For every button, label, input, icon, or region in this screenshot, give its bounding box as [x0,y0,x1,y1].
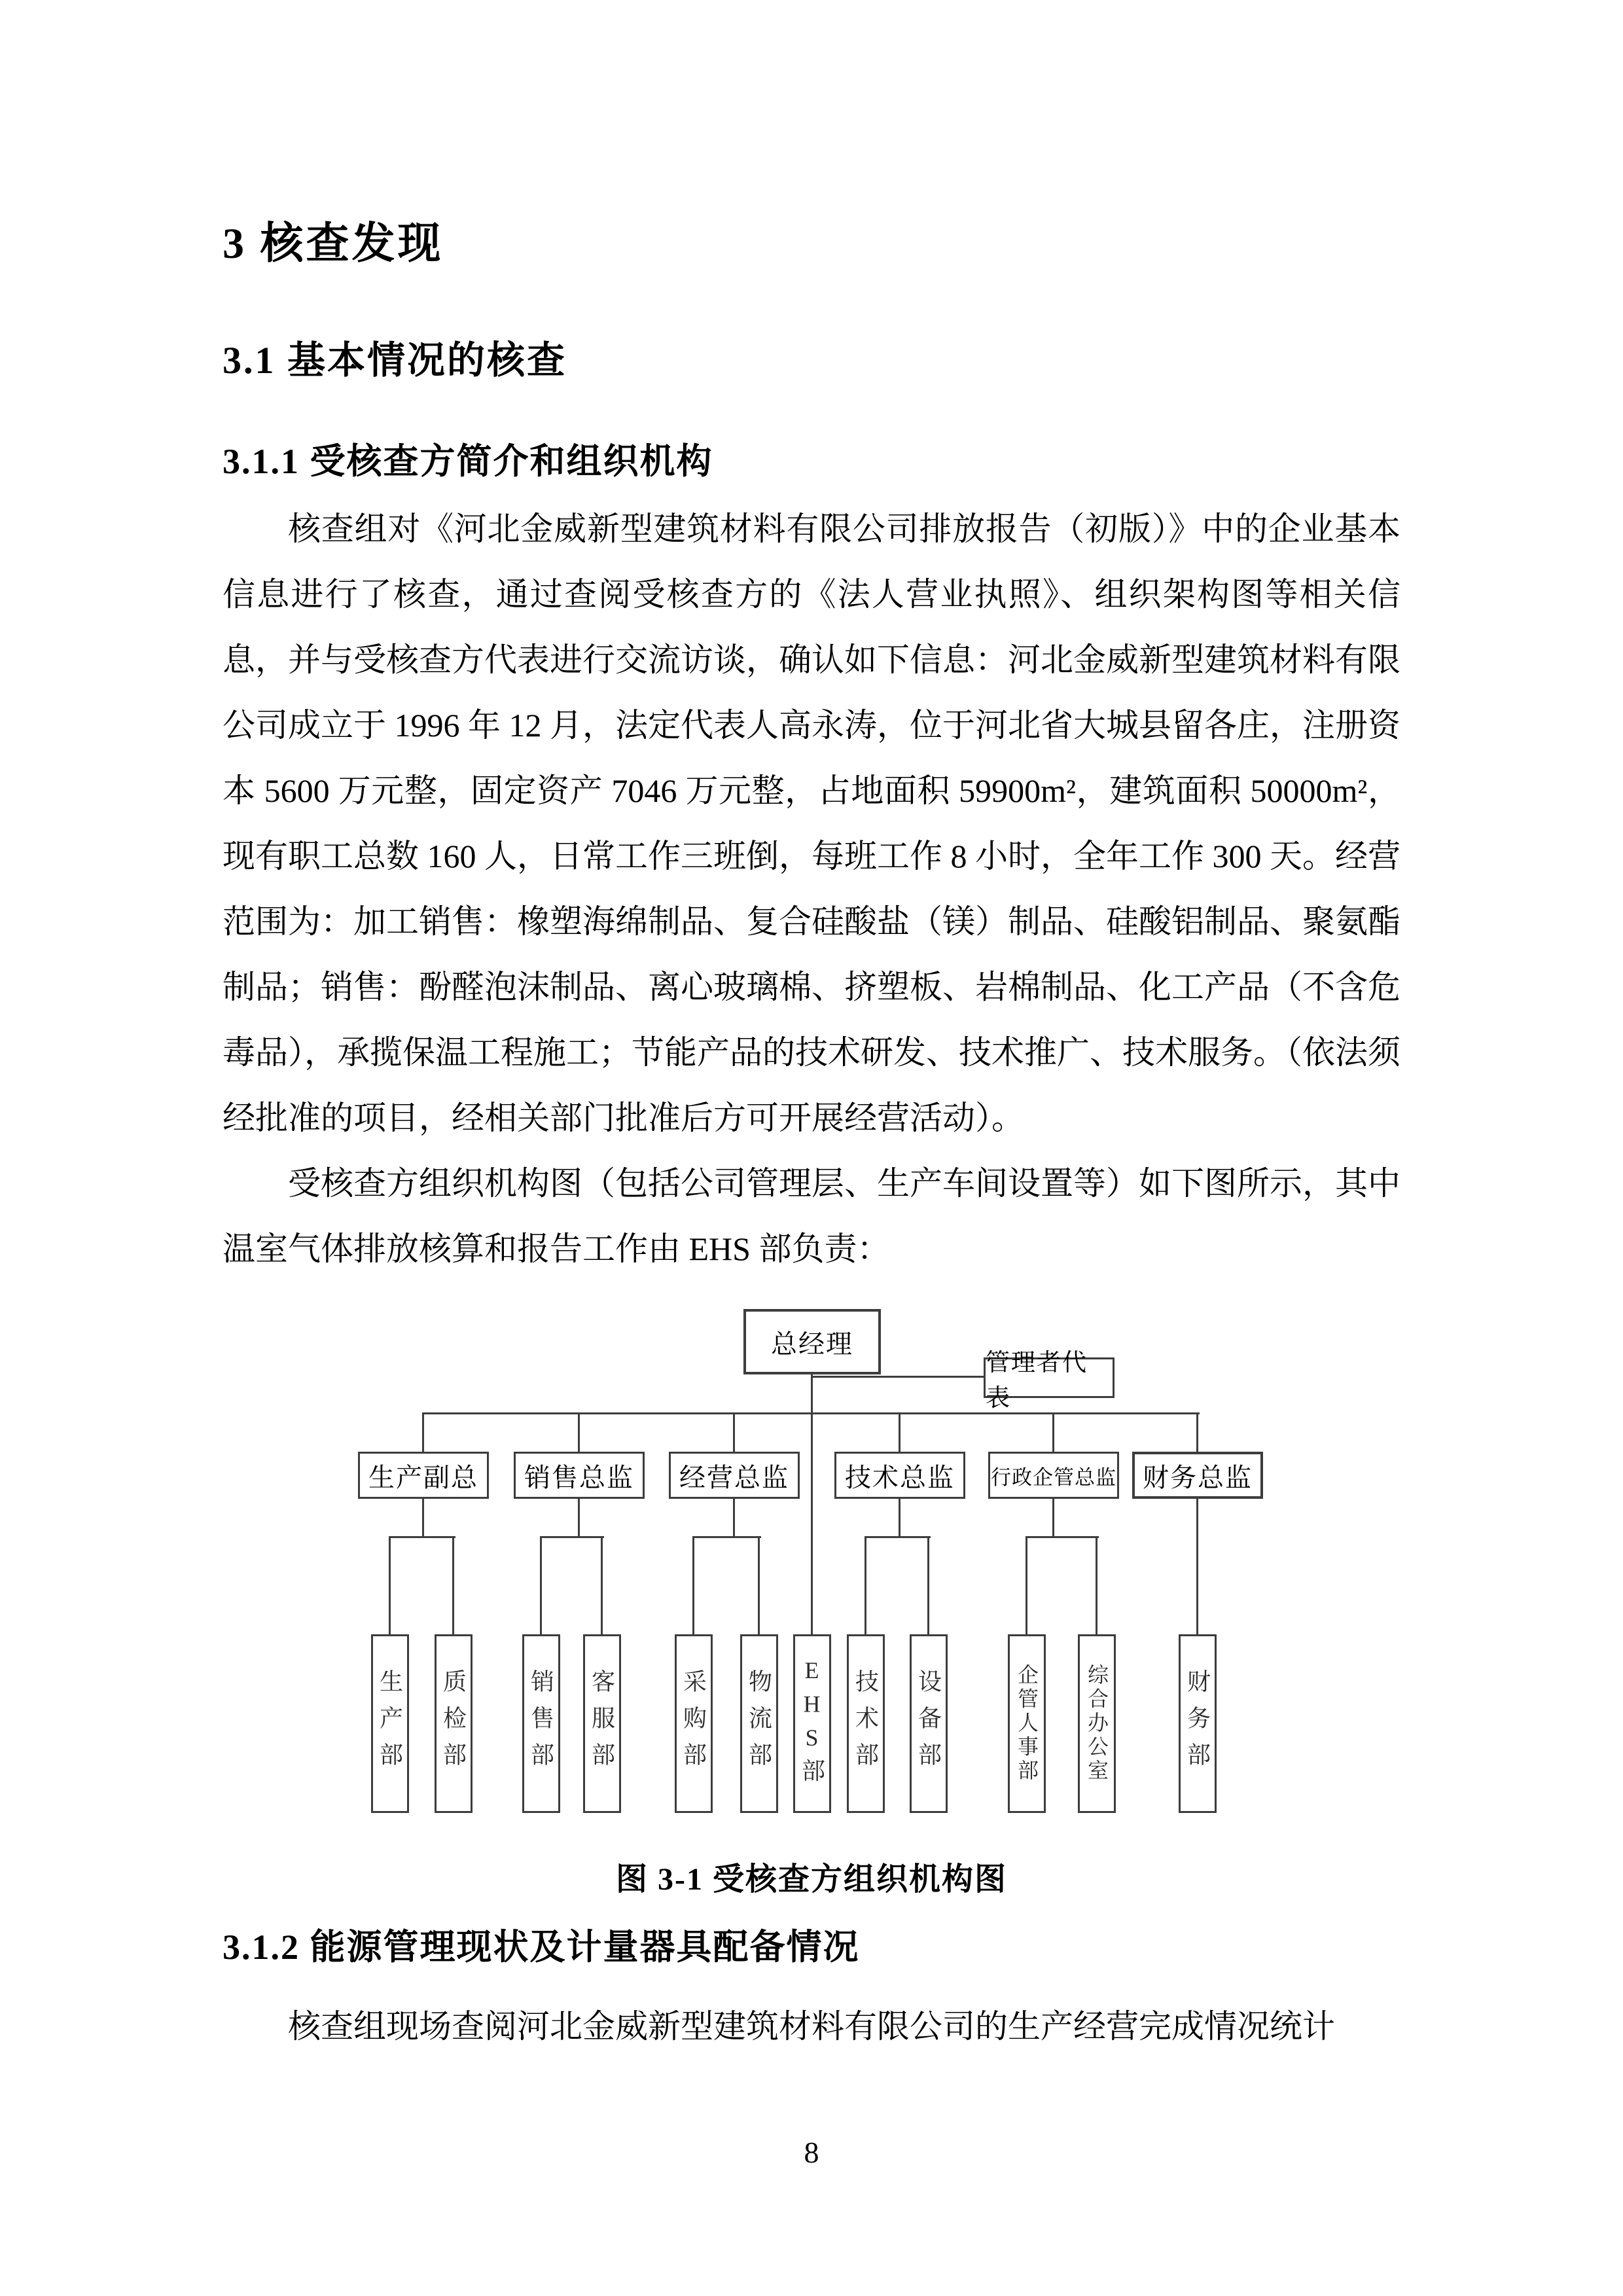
org-box-enterprise-hr-dept: 企管人事部 [1008,1634,1046,1813]
org-box-general-manager: 总经理 [743,1309,881,1374]
org-box-finance-dept: 财务部 [1179,1634,1217,1813]
connector-line [1027,1536,1099,1538]
org-box-technology-director: 技术总监 [834,1452,965,1499]
connector-line [694,1536,761,1538]
connector-line [390,1536,455,1538]
connector-line [1196,1412,1198,1452]
connector-line [899,1412,901,1452]
connector-line [927,1536,929,1634]
org-box-purchasing-dept: 采购部 [675,1634,713,1813]
connector-line [1196,1499,1198,1634]
org-box-admin-management-director: 行政企管总监 [988,1452,1119,1499]
connector-line [578,1499,580,1538]
section-heading-3-1: 3.1 基本情况的核查 [223,339,567,382]
figure-caption: 图 3-1 受核查方组织机构图 [616,1862,1007,1897]
connector-line [899,1499,901,1538]
section-heading-3-1-1: 3.1.1 受核查方简介和组织机构 [223,442,713,481]
connector-line [733,1499,735,1538]
connector-line [1096,1536,1097,1634]
org-box-quality-inspection-dept: 质检部 [435,1634,473,1813]
connector-line [812,1376,984,1378]
org-box-sales-director: 销售总监 [514,1452,645,1499]
org-box-technology-dept: 技术部 [847,1634,885,1813]
page-number: 8 [804,2136,819,2169]
org-box-ehs-dept: EHS部 [793,1634,831,1813]
org-box-general-affairs-office: 综合办公室 [1078,1634,1116,1813]
connector-line [601,1536,603,1634]
connector-line [541,1536,604,1538]
org-box-equipment-dept: 设备部 [910,1634,948,1813]
section-heading-3: 3 核查发现 [223,220,444,268]
org-box-production-vp: 生产副总 [358,1452,489,1499]
paragraph-company-overview: 核查组对《河北金威新型建筑材料有限公司排放报告（初版）》中的企业基本信息进行了核查，通过查阅受核查方的《法人营业执照》、组织架构图等相关信息，并与受核查方代表进行交流访谈，确认如下信息：河北金威新型建筑材料有限公司成立于 1996 年 12 月，法定代表人高永涛，位于河北省大城县留各庄，注册资本 5600 万元整，固定资产 7046 万元整，占地面积 59900m²，建筑面积 50000m²，现有职工总数 160 人，日常工作三班倒，每班工作 8 小时，全年工作 300 天。经营范围为：加工销售：橡塑海绵制品、复合硅酸盐（镁）制品、硅酸铝制品、聚氨酯制品；销售：酚醛泡沫制品、离心玻璃棉、挤塑板、岩棉制品、化工产品（不含危毒品），承揽保温工程施工；节能产品的技术研发、技术推广、技术服务。（依法须经批准的项目，经相关部门批准后方可开展经营活动）。 [223,511,1400,1136]
connector-line [1052,1499,1054,1538]
connector-line [1052,1412,1054,1452]
connector-line [422,1412,424,1452]
connector-line [865,1536,866,1634]
connector-line [540,1536,542,1634]
connector-line [1026,1536,1027,1634]
body-text-block-2 [223,1994,1400,2059]
org-box-management-representative: 管理者代表 [984,1357,1115,1398]
section-heading-3-1-2: 3.1.2 能源管理现状及计量器具配备情况 [223,1928,860,1967]
connector-line [758,1536,760,1634]
org-box-sales-dept: 销售部 [522,1634,560,1813]
org-box-finance-director: 财务总监 [1132,1452,1263,1499]
org-box-logistics-dept: 物流部 [740,1634,778,1813]
connector-line [422,1499,424,1538]
connector-line [578,1412,580,1452]
connector-line [866,1536,931,1538]
connector-line [692,1536,694,1634]
connector-line [733,1412,735,1452]
org-box-customer-service-dept: 客服部 [583,1634,621,1813]
paragraph-energy-management-intro: 核查组现场查阅河北金威新型建筑材料有限公司的生产经营完成情况统计 [288,2008,1335,2045]
connector-line [389,1536,391,1634]
connector-line [452,1536,454,1634]
org-box-production-dept: 生产部 [371,1634,409,1813]
org-box-operations-director: 经营总监 [669,1452,800,1499]
paragraph-org-structure-intro: 受核查方组织机构图（包括公司管理层、生产车间设置等）如下图所示，其中温室气体排放核算和报告工作由 EHS 部负责： [223,1165,1400,1267]
